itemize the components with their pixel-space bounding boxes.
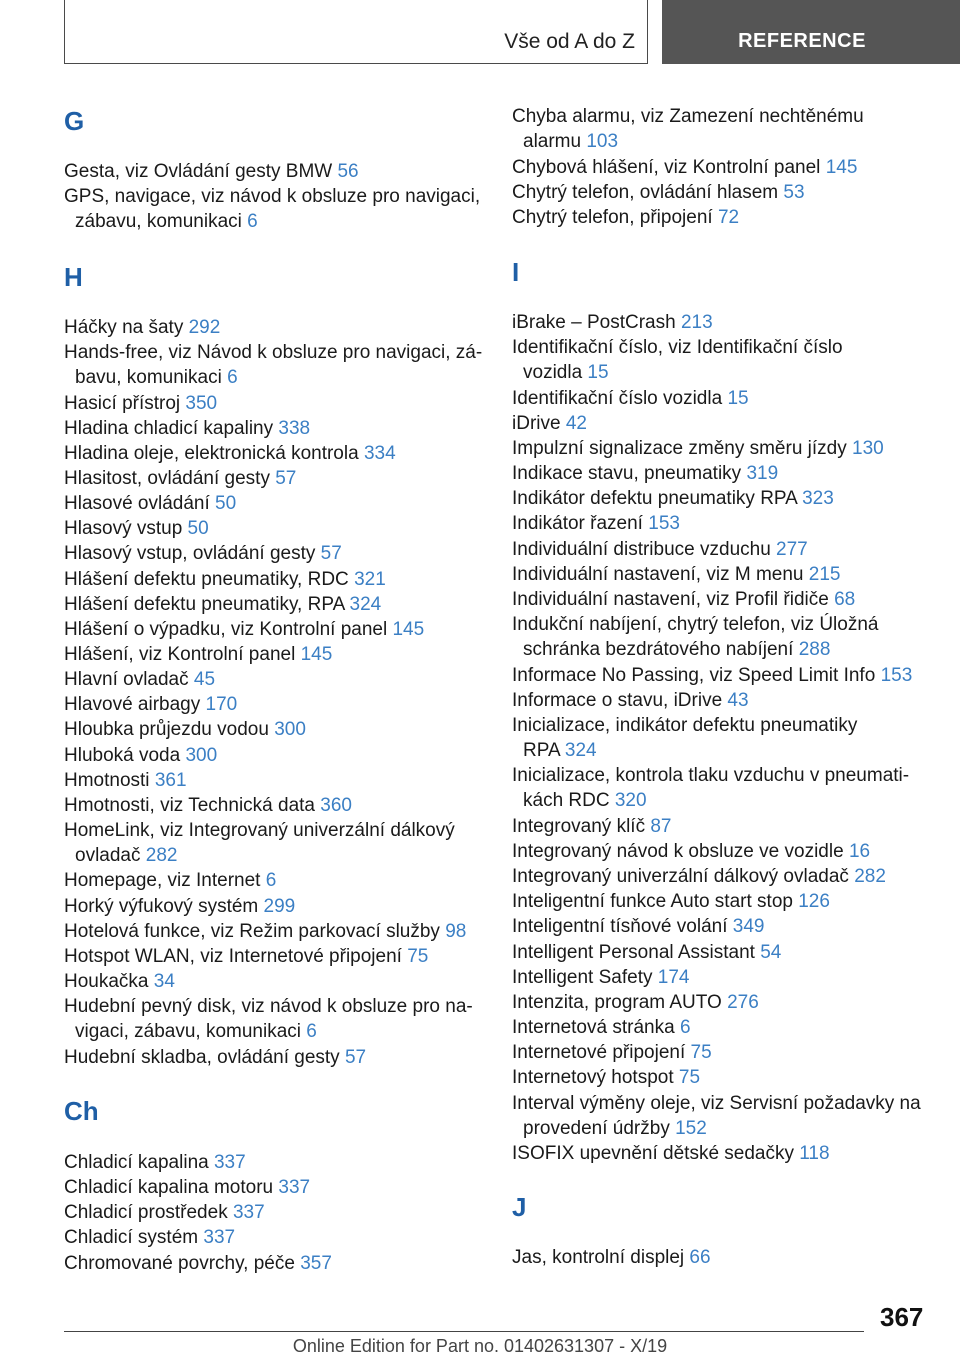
index-entry: Internetová stránka 6 <box>512 1017 691 1038</box>
index-entry: Háčky na šaty 292 <box>64 317 221 338</box>
page-link[interactable]: 213 <box>680 312 713 333</box>
index-entry: Hlasový vstup 50 <box>64 518 209 539</box>
index-entry: Indikace stavu, pneumatiky 319 <box>512 463 779 484</box>
index-entry: Individuální nastavení, viz M menu 215 <box>512 564 841 585</box>
index-entry: Chladicí kapalina 337 <box>64 1152 246 1173</box>
page-link[interactable]: 16 <box>848 841 871 862</box>
page-link[interactable]: 323 <box>802 488 834 509</box>
index-entry: Individuální nastavení, viz Profil řidiče 68 <box>512 589 856 610</box>
index-entry: Chyba alarmu, viz Zamezení nechtěnému alarmu 103 <box>512 106 864 153</box>
index-entry: Inteligentní funkce Auto start stop 126 <box>512 891 830 912</box>
index-entry: Chromované povrchy, péče 357 <box>64 1253 332 1274</box>
page-link[interactable]: 34 <box>153 971 175 992</box>
page-link[interactable]: 349 <box>732 916 765 937</box>
index-entry: Inteligentní tísňové volání 349 <box>512 916 765 937</box>
index-entry: Hlášení o výpadku, viz Kontrolní panel 145 <box>64 619 425 640</box>
page-link[interactable]: 68 <box>834 589 856 610</box>
index-entry: Identifikační číslo, viz Identifikační číslo vozidla 15 <box>512 337 843 384</box>
index-entry: Horký výfukový systém 299 <box>64 896 296 917</box>
page-link[interactable]: 6 <box>265 870 277 891</box>
header-section-title: Vše od A do Z <box>504 30 635 53</box>
page-link[interactable]: 56 <box>337 161 359 182</box>
page-link[interactable]: 103 <box>586 131 619 153</box>
index-entry: Hlášení defektu pneumatiky, RDC 321 <box>64 569 386 590</box>
page-link[interactable]: 152 <box>675 1118 707 1140</box>
index-letter-ch: Ch <box>64 1096 99 1126</box>
page-link[interactable]: 118 <box>799 1143 830 1164</box>
page-link[interactable]: 145 <box>825 157 858 178</box>
page-link[interactable]: 15 <box>587 362 609 384</box>
page-link[interactable]: 337 <box>278 1177 311 1198</box>
page-link[interactable]: 299 <box>263 896 296 917</box>
page-link[interactable]: 300 <box>185 745 218 766</box>
index-entry: Hasicí přístroj 350 <box>64 393 218 414</box>
header-tab-reference[interactable] <box>662 0 960 64</box>
page-link[interactable]: 277 <box>776 539 808 560</box>
page-link[interactable]: 174 <box>657 967 690 988</box>
index-entry: Impulzní signalizace změny směru jízdy 130 <box>512 438 884 459</box>
page-link[interactable]: 337 <box>213 1152 246 1173</box>
index-letter-i: I <box>512 257 520 287</box>
page-link[interactable]: 357 <box>300 1253 332 1274</box>
index-entry: Indikátor řazení 153 <box>512 513 680 534</box>
index-entry: Hudební pevný disk, viz návod k obsluze pro na- vigaci, zábavu, komunikaci 6 <box>64 996 473 1043</box>
page-link[interactable]: 72 <box>717 207 740 228</box>
index-letter-g: G <box>64 106 85 136</box>
index-entry: Intelligent Safety 174 <box>512 967 690 988</box>
page-link[interactable]: 276 <box>727 992 759 1013</box>
page-link[interactable]: 324 <box>349 594 382 615</box>
page-link[interactable]: 45 <box>193 669 216 690</box>
index-entry: Hloubka průjezdu vodou 300 <box>64 719 306 740</box>
page-link[interactable]: 292 <box>188 317 221 338</box>
index-entry: Indikátor defektu pneumatiky RPA 323 <box>512 488 834 509</box>
page-link[interactable]: 282 <box>854 866 886 887</box>
page-link[interactable]: 130 <box>852 438 884 459</box>
footer-divider <box>64 1331 864 1332</box>
index-entry: Internetové připojení 75 <box>512 1042 712 1063</box>
page-link[interactable]: 300 <box>274 719 306 740</box>
index-entry: Hluboká voda 300 <box>64 745 218 766</box>
page-link[interactable]: 75 <box>678 1067 701 1088</box>
index-entry: Hlasový vstup, ovládání gesty 57 <box>64 543 342 564</box>
index-entry: Integrovaný klíč 87 <box>512 816 672 837</box>
page-link[interactable]: 126 <box>798 891 830 912</box>
index-entry: Chladicí prostředek 337 <box>64 1202 265 1223</box>
index-entry: Hotspot WLAN, viz Internetové připojení 75 <box>64 946 429 967</box>
index-entry: GPS, navigace, viz návod k obsluze pro navigaci, zábavu, komunikaci 6 <box>64 186 481 233</box>
header-frame <box>64 0 648 64</box>
page-link[interactable]: 57 <box>320 543 342 564</box>
index-entry: Intelligent Personal Assistant 54 <box>512 942 782 963</box>
index-entry: Homepage, viz Internet 6 <box>64 870 277 891</box>
page-link[interactable]: 337 <box>203 1227 236 1248</box>
page-link[interactable]: 338 <box>278 418 311 439</box>
page-link[interactable]: 50 <box>187 518 209 539</box>
page-link[interactable]: 334 <box>363 443 396 464</box>
page-link[interactable]: 87 <box>650 816 672 837</box>
page-link[interactable]: 15 <box>727 388 749 409</box>
page-link[interactable]: 288 <box>798 639 831 661</box>
page-link[interactable]: 153 <box>648 513 680 534</box>
page-link[interactable]: 145 <box>392 619 425 640</box>
index-entry: Hladina chladicí kapaliny 338 <box>64 418 311 439</box>
index-entry: Informace No Passing, viz Speed Limit Info 153 <box>512 665 913 686</box>
header-tab-label: REFERENCE <box>738 30 866 52</box>
index-entry: Hudební skladba, ovládání gesty 57 <box>64 1047 367 1068</box>
page-link[interactable]: 215 <box>808 564 841 585</box>
index-entry: Inicializace, indikátor defektu pneumatiky RPA 324 <box>512 715 858 762</box>
index-entry: Hlášení defektu pneumatiky, RPA 324 <box>64 594 382 615</box>
index-entry: Chladicí systém 337 <box>64 1227 236 1248</box>
index-entry: ISOFIX upevnění dětské sedačky 118 <box>512 1143 830 1164</box>
page-link[interactable]: 53 <box>783 182 805 203</box>
index-entry: Hotelová funkce, viz Režim parkovací služby 98 <box>64 921 467 942</box>
index-entry: Hlasitost, ovládání gesty 57 <box>64 468 297 489</box>
index-entry: Integrovaný návod k obsluze ve vozidle 16 <box>512 841 871 862</box>
page-link[interactable]: 170 <box>205 694 238 715</box>
index-entry: Hlasové ovládání 50 <box>64 493 237 514</box>
page-link[interactable]: 50 <box>215 493 237 514</box>
page-link[interactable]: 324 <box>564 740 597 762</box>
page-link[interactable]: 282 <box>145 845 178 867</box>
page-link[interactable]: 360 <box>320 795 352 816</box>
page-link[interactable]: 57 <box>344 1047 367 1068</box>
page-link[interactable]: 43 <box>727 690 749 711</box>
index-entry: Integrovaný univerzální dálkový ovladač 282 <box>512 866 886 887</box>
index-entry: Chytrý telefon, připojení 72 <box>512 207 740 228</box>
index-entry: Hlavové airbagy 170 <box>64 694 238 715</box>
index-entry: Informace o stavu, iDrive 43 <box>512 690 749 711</box>
page-link[interactable]: 350 <box>185 393 218 414</box>
index-entry: Hladina oleje, elektronická kontrola 334 <box>64 443 396 464</box>
page-link[interactable]: 145 <box>300 644 333 665</box>
index-entry: Hmotnosti 361 <box>64 770 187 791</box>
page-number: 367 <box>880 1302 924 1332</box>
page-link[interactable]: 54 <box>760 942 782 963</box>
index-entry: Internetový hotspot 75 <box>512 1067 701 1088</box>
index-entry: Hlavní ovladač 45 <box>64 669 216 690</box>
page-link[interactable]: 66 <box>689 1247 711 1268</box>
index-entry: Chybová hlášení, viz Kontrolní panel 145 <box>512 157 858 178</box>
footer-edition-text: Online Edition for Part no. 01402631307 - X/19 <box>292 1336 668 1356</box>
page-link[interactable]: 361 <box>154 770 187 791</box>
page-link[interactable]: 153 <box>880 665 913 686</box>
index-entry: Hmotnosti, viz Technická data 360 <box>64 795 352 816</box>
page-link[interactable]: 42 <box>565 413 587 434</box>
page-link[interactable]: 319 <box>746 463 779 484</box>
page-link[interactable]: 337 <box>232 1202 265 1223</box>
index-entry: Chytrý telefon, ovládání hlasem 53 <box>512 182 805 203</box>
index-entry: iBrake – PostCrash 213 <box>512 312 713 333</box>
index-entry: Individuální distribuce vzduchu 277 <box>512 539 808 560</box>
index-entry: Interval výměny oleje, viz Servisní požadavky na provedení údržby 152 <box>512 1093 921 1140</box>
index-entry: iDrive 42 <box>512 413 587 434</box>
index-letter-h: H <box>64 262 83 292</box>
index-entry: Identifikační číslo vozidla 15 <box>512 388 749 409</box>
index-entry: Inicializace, kontrola tlaku vzduchu v pneumati- kách RDC 320 <box>512 765 910 812</box>
index-entry: Indukční nabíjení, chytrý telefon, viz Úložná schránka bezdrátového nabíjení 288 <box>512 614 879 661</box>
index-entry: Gesta, viz Ovládání gesty BMW 56 <box>64 161 359 182</box>
index-entry: Houkačka 34 <box>64 971 175 992</box>
index-entry: Hands-free, viz Návod k obsluze pro navigaci, zá- bavu, komunikaci 6 <box>64 342 483 389</box>
page-link[interactable]: 6 <box>227 367 238 389</box>
page-link[interactable]: 320 <box>614 790 647 812</box>
page-link[interactable]: 6 <box>306 1021 317 1043</box>
index-entry: HomeLink, viz Integrovaný univerzální dálkový ovladač 282 <box>64 820 455 867</box>
index-entry: Jas, kontrolní displej 66 <box>512 1247 711 1268</box>
page-link[interactable]: 75 <box>407 946 429 967</box>
page-link[interactable]: 321 <box>354 569 386 590</box>
page-link[interactable]: 57 <box>275 468 297 489</box>
index-letter-j: J <box>512 1192 527 1222</box>
index-entry: Intenzita, program AUTO 276 <box>512 992 759 1013</box>
page-link[interactable]: 98 <box>445 921 467 942</box>
index-entry: Hlášení, viz Kontrolní panel 145 <box>64 644 333 665</box>
page-link[interactable]: 6 <box>247 211 258 233</box>
index-entry: Chladicí kapalina motoru 337 <box>64 1177 311 1198</box>
page-link[interactable]: 75 <box>690 1042 712 1063</box>
page-link[interactable]: 6 <box>679 1017 691 1038</box>
